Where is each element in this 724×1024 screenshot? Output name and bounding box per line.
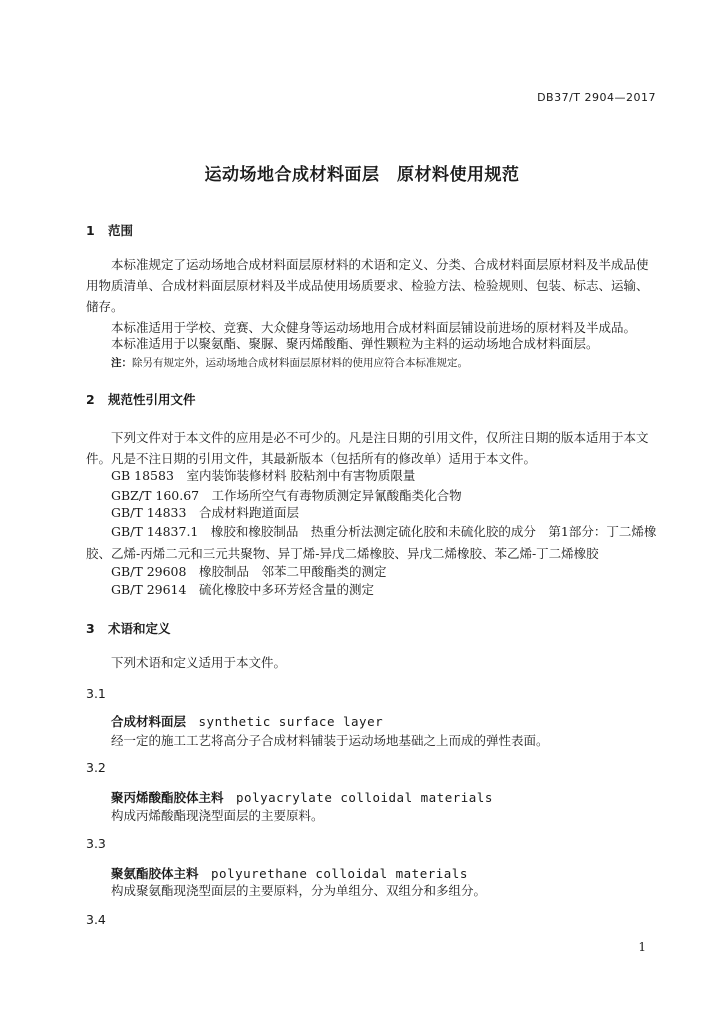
term-definition: 经一定的施工工艺将高分子合成材料铺装于运动场地基础之上而成的弹性表面。 bbox=[111, 733, 549, 748]
note-label: 注： bbox=[111, 357, 132, 369]
term-heading bbox=[111, 788, 493, 806]
reference-code: GB/T 29614 bbox=[111, 582, 187, 597]
term-number: 3.1 bbox=[86, 686, 106, 701]
reference-item bbox=[111, 466, 415, 484]
section-number: 1 bbox=[86, 223, 95, 238]
term-chinese: 合成材料面层 bbox=[111, 714, 187, 729]
reference-item bbox=[86, 521, 658, 565]
reference-title: 合成材料跑道面层 bbox=[198, 505, 299, 520]
term-number: 3.3 bbox=[86, 836, 106, 851]
term-heading bbox=[111, 712, 383, 730]
scope-paragraph-1: 本标准规定了运动场地合成材料面层原材料的术语和定义、分类、合成材料面层原材料及半成品使用物质清单、合成材料面层原材料及半成品使用场质要求、检验方法、检验规则、包装、标志、运输、储存。 bbox=[86, 257, 649, 314]
section-number: 2 bbox=[86, 392, 95, 407]
reference-item bbox=[111, 562, 387, 580]
section-2-heading bbox=[86, 390, 196, 408]
document-title: 运动场地合成材料面层 原材料使用规范 bbox=[204, 165, 520, 185]
reference-title: 室内装饰装修材料 胶粘剂中有害物质限量 bbox=[186, 468, 416, 483]
section-title: 范围 bbox=[108, 223, 134, 238]
reference-code: GB/T 14837.1 bbox=[111, 524, 199, 539]
section-3-heading bbox=[86, 619, 171, 637]
reference-code: GB 18583 bbox=[111, 468, 174, 483]
reference-code: GB/T 29608 bbox=[111, 564, 187, 579]
term-number: 3.4 bbox=[86, 912, 106, 927]
term-english: synthetic surface layer bbox=[198, 714, 384, 729]
reference-code: GBZ/T 160.67 bbox=[111, 488, 200, 503]
note-text: 除另有规定外，运动场地合成材料面层原材料的使用应符合本标准规定。 bbox=[132, 357, 468, 369]
term-chinese: 聚丙烯酸酯胶体主料 bbox=[111, 790, 224, 805]
section-1-heading bbox=[86, 221, 133, 239]
term-english: polyacrylate colloidal materials bbox=[236, 790, 493, 805]
terms-intro: 下列术语和定义适用于本文件。 bbox=[111, 655, 287, 670]
scope-note bbox=[111, 355, 468, 370]
term-number: 3.2 bbox=[86, 760, 106, 775]
document-code: DB37/T 2904—2017 bbox=[537, 91, 656, 104]
term-definition: 构成丙烯酸酯现浇型面层的主要原料。 bbox=[111, 808, 324, 823]
section-number: 3 bbox=[86, 621, 95, 636]
section-title: 术语和定义 bbox=[108, 621, 171, 636]
term-chinese: 聚氨酯胶体主料 bbox=[111, 866, 199, 881]
scope-paragraph-2: 本标准适用于学校、竞赛、大众健身等运动场地用合成材料面层铺设前进场的原材料及半成品。 bbox=[111, 320, 637, 335]
reference-title: 橡胶和橡胶制品 热重分析法测定硫化胶和未硫化胶的成分 第1部分：丁二烯橡胶、乙烯-丙烯二元和三元共聚物、异丁烯-异戊二烯橡胶、异戊二烯橡胶、苯乙烯-丁二烯橡胶 bbox=[86, 524, 657, 561]
page-number: 1 bbox=[638, 940, 646, 954]
section-title: 规范性引用文件 bbox=[108, 392, 196, 407]
scope-paragraph-3: 本标准适用于以聚氨酯、聚脲、聚丙烯酸酯、弹性颗粒为主料的运动场地合成材料面层。 bbox=[111, 336, 599, 351]
reference-item bbox=[111, 503, 299, 521]
references-intro: 下列文件对于本文件的应用是必不可少的。凡是注日期的引用文件，仅所注日期的版本适用于本文件。凡是不注日期的引用文件，其最新版本（包括所有的修改单）适用于本文件。 bbox=[86, 430, 649, 466]
reference-title: 硫化橡胶中多环芳烃含量的测定 bbox=[198, 582, 374, 597]
term-definition: 构成聚氨酯现浇型面层的主要原料，分为单组分、双组分和多组分。 bbox=[111, 883, 487, 898]
reference-title: 橡胶制品 邻苯二甲酸酯类的测定 bbox=[198, 564, 387, 579]
reference-code: GB/T 14833 bbox=[111, 505, 187, 520]
reference-item bbox=[111, 580, 374, 598]
term-english: polyurethane colloidal materials bbox=[211, 866, 468, 881]
reference-title: 工作场所空气有毒物质测定异氰酸酯类化合物 bbox=[211, 488, 462, 503]
reference-item bbox=[111, 486, 462, 504]
